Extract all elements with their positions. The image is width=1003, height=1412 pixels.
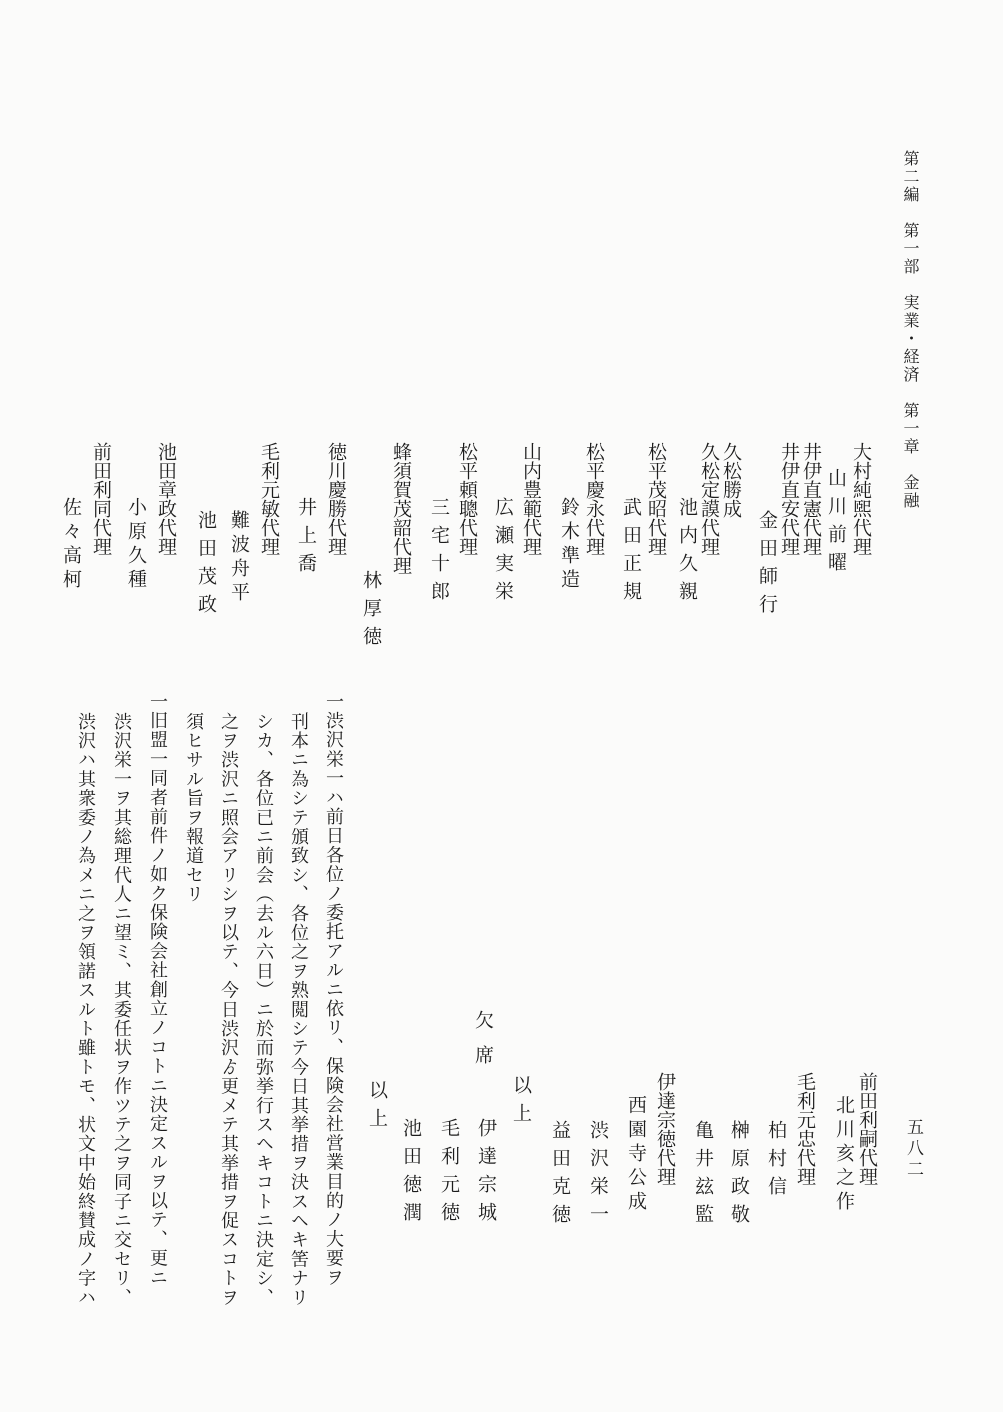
page-number: 五八二 [903,1118,923,1181]
body-line: 渋沢栄一ヲ其総理代人ニ望ミ、其委任状ヲ作ツテ之ヲ同子ニ交セリ、 [111,712,132,1308]
list-item: 以上 [366,1080,388,1136]
body-line: 一旧盟一同者前件ノ如ク保険会社創立ノコトニ決定スルヲ以テ、更ニ [147,692,168,1288]
list-item: 徳川慶勝代理 [325,442,347,556]
list-item: 井伊直憲代理 [800,442,822,556]
list-item: 毛利元忠代理 [794,1072,816,1186]
body-line: 之ヲ渋沢ニ照会アリシヲ以テ、今日渋沢ゟ更メテ其挙措ヲ促スコトヲ [218,712,239,1308]
list-item: 三宅十郎 [428,497,450,609]
list-item: 難波舟平 [228,510,250,606]
list-item: 大村純煕代理 [850,442,872,556]
list-item: 井伊直安代理 [778,442,800,556]
list-item: 武田正規 [620,497,642,609]
list-item: 池内久親 [676,497,698,609]
list-item: 毛利元敏代理 [258,442,280,556]
list-item: 榊原政敬 [728,1120,750,1232]
list-item: 亀井玆監 [692,1120,714,1232]
list-item: 鈴木準造 [558,497,580,593]
list-item: 毛利元徳 [438,1118,460,1230]
list-item: 前田利嗣代理 [856,1072,878,1186]
body-line: 刊本ニ為シテ頒致シ、各位之ヲ熟閲シテ今日其挙措ヲ決スヘキ筈ナリ [288,712,309,1308]
list-item: 佐々高柯 [60,497,82,593]
list-item: 松平頼聰代理 [456,442,478,556]
list-item: 柏村信 [765,1120,787,1204]
list-item: 久松定謨代理 [698,442,720,556]
list-item: 池田徳潤 [400,1118,422,1230]
list-item: 池田茂政 [195,510,217,622]
list-item: 渋沢栄一 [587,1120,609,1232]
body-line: 須ヒサル旨ヲ報道セリ [183,712,204,904]
list-item: 井上喬 [295,497,317,581]
body-line: シカ、各位已ニ前会（去ル六日）ニ於而弥挙行スヘキコトニ決定シ、 [253,712,274,1308]
list-item: 林厚徳 [360,570,382,654]
list-item: 金田師行 [756,510,778,622]
list-item: 伊達宗城 [475,1118,497,1230]
list-item: 以上 [510,1075,532,1131]
list-item: 益田克徳 [549,1120,571,1232]
list-item: 欠席 [472,1010,494,1080]
list-item: 池田章政代理 [155,442,177,556]
list-item: 久松勝成 [720,442,742,518]
list-item: 西園寺公成 [625,1095,647,1215]
list-item: 広瀬実栄 [492,497,514,609]
list-item: 山川前曜 [825,468,847,580]
list-item: 小原久種 [125,497,147,593]
list-item: 前田利同代理 [90,442,112,556]
list-item: 松平茂昭代理 [645,442,667,556]
list-item: 松平慶永代理 [583,442,605,556]
running-title: 第二編 第一部 実業・経済 第一章 金融 [901,150,920,510]
body-line: 渋沢ハ其衆委ノ為メニ之ヲ領諾スルト雖トモ、状文中始終賛成ノ字ハ [75,712,96,1308]
list-item: 蜂須賀茂韶代理 [390,442,412,575]
body-line: 一渋沢栄一ハ前日各位ノ委托アルニ依リ、保険会社営業目的ノ大要ヲ [323,692,344,1288]
list-item: 北川亥之作 [833,1095,855,1215]
list-item: 伊達宗徳代理 [654,1072,676,1186]
list-item: 山内豊範代理 [520,442,542,556]
